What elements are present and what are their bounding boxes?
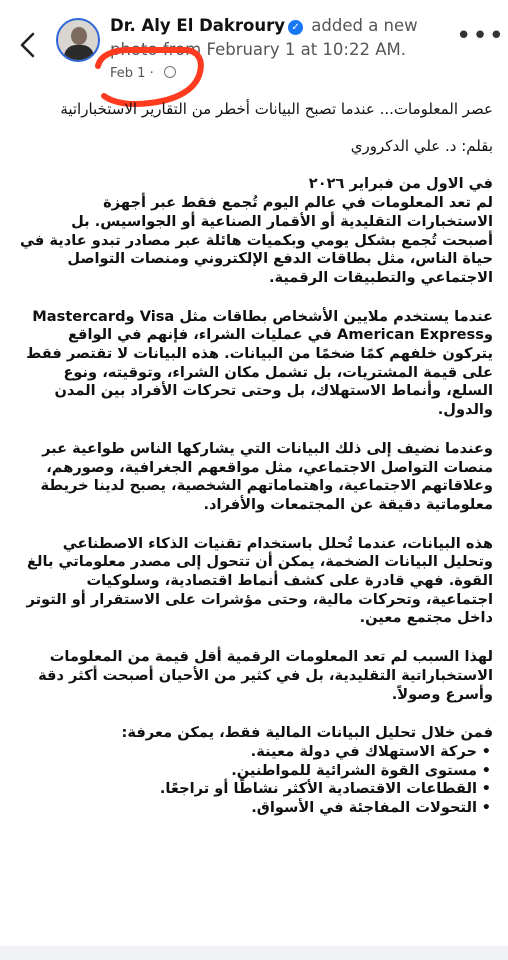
avatar[interactable] bbox=[56, 18, 100, 62]
article-paragraph-5: لهذا السبب لم تعد المعلومات الرقمية أقل قيمة من المعلومات الاستخباراتية التقليدية، بل في كثير من الأحيان أصبحت أكثر دقة وأسرع وصولاً. bbox=[38, 648, 493, 703]
list-item: • التحولات المفاجئة في الأسواق. bbox=[18, 799, 477, 818]
bottom-divider bbox=[0, 946, 508, 960]
meta-separator: · bbox=[149, 66, 154, 81]
article-paragraph-3: وعندما نضيف إلى ذلك البيانات التي يشاركها الناس طواعية عبر منصات التواصل الاجتماعي، مثل مواقعهم الجغرافية، وصورهم، وعلاقاتهم الاجتماعية، واهتماماتهم الشخصية، يصبح لدينا خريطة معلوماتية دقيقة عن المجتمعات والأفراد. bbox=[40, 439, 493, 513]
post-date[interactable]: Feb 1 bbox=[110, 66, 146, 81]
more-dots-icon[interactable]: ••• bbox=[456, 21, 506, 51]
post-author-line bbox=[110, 14, 450, 62]
globe-icon bbox=[164, 66, 176, 78]
post-meta bbox=[110, 66, 176, 81]
verified-badge-icon: ✓ bbox=[288, 20, 303, 35]
article-author: بقلم: د. علي الدكروري bbox=[350, 136, 493, 155]
list-item: • القطاعات الاقتصادية الأكثر نشاطًا أو تراجعًا. bbox=[18, 780, 477, 799]
list-item: • مستوى القوة الشرائية للمواطنين. bbox=[18, 762, 477, 781]
chevron-left-icon[interactable] bbox=[14, 28, 42, 62]
list-item: • حركة الاستهلاك في دولة معينة. bbox=[18, 743, 477, 762]
post-header bbox=[0, 0, 508, 100]
article-paragraph-4: هذه البيانات، عندما تُحلل باستخدام تقنيات الذكاء الاصطناعي وتحليل البيانات الضخمة، يمكن أن تتحول إلى مصدر معلوماتي بالغ القوة. فهي قادرة على كشف أنماط اقتصادية، وسلوكيات اجتماعية، وتحركات مالية، وحتى مؤشرات على الاستقرار أو التوتر داخل مجتمع معين. bbox=[26, 534, 493, 627]
list-intro: فمن خلال تحليل البيانات المالية فقط، يمكن معرفة: bbox=[121, 724, 493, 742]
author-name[interactable]: Dr. Aly El Dakroury bbox=[110, 16, 286, 35]
bullet-list bbox=[18, 743, 493, 818]
article-title: عصر المعلومات... عندما تصبح البيانات أخطر من التقارير الاستخباراتية bbox=[60, 100, 493, 118]
post-action-text: added a new photo from February 1 at 10:22 AM. bbox=[110, 16, 418, 59]
post-body bbox=[18, 100, 493, 818]
article-paragraph-1: لم تعد المعلومات في عالم اليوم تُجمع فقط عبر أجهزة الاستخبارات التقليدية أو الأقمار الصناعية أو الجواسيس. بل أصبحت تُجمع بشكل يومي وبكميات هائلة عبر مصادر تبدو عادية في حياة الناس، مثل بطاقات الدفع الإلكتروني ومنصات التواصل الاجتماعي والتطبيقات الرقمية. bbox=[20, 194, 493, 286]
article-paragraph-2: عندما يستخدم ملايين الأشخاص بطاقات مثل Visa وMastercard وAmerican Express في عمليات الشراء، فإنهم في الواقع يتركون خلفهم كمًا ضخمًا من البيانات. هذه البيانات لا تقتصر فقط على قيمة المشتريات، بل تشمل مكان الشراء، وتوقيته، ونوع السلع، وأنماط الاستهلاك، بل وحتى تحركات الأفراد بين المدن والدول. bbox=[26, 307, 493, 419]
article-date-line: في الاول من فبراير ٢٠٢٦ bbox=[308, 175, 493, 193]
